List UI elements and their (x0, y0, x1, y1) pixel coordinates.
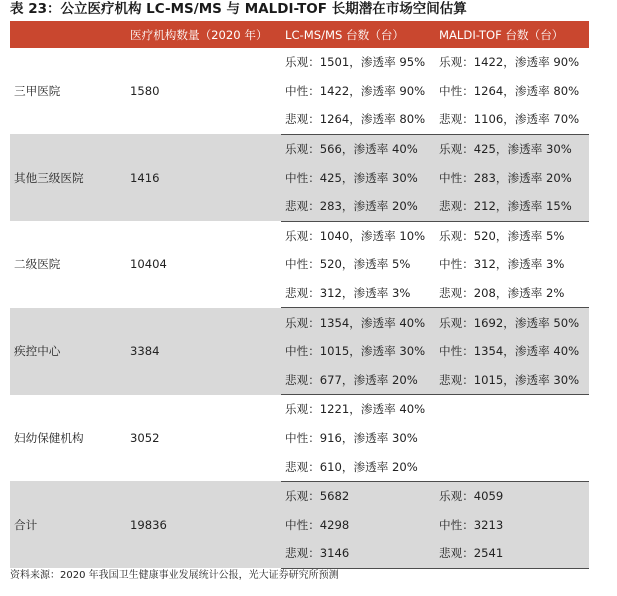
institution-name-cell: 妇幼保健机构 (14, 431, 84, 446)
lcms-scenario-cell: 乐观：1040，渗透率 10% (285, 228, 426, 243)
maldi-scenario-cell (435, 395, 589, 424)
maldi-scenario-cell: 悲观：1106，渗透率 70% (435, 105, 589, 134)
table-row (10, 221, 589, 250)
institution-count-cell: 3052 (130, 431, 160, 446)
market-estimate-table (10, 21, 589, 569)
maldi-scenario-cell: 悲观：208，渗透率 2% (435, 279, 589, 308)
lcms-scenario-cell: 悲观：283，渗透率 20% (281, 192, 435, 221)
lcms-scenario-cell: 悲观：3146 (281, 539, 435, 568)
table-header-row (10, 21, 589, 48)
maldi-scenario-cell: 中性：1264，渗透率 80% (439, 83, 580, 98)
lcms-scenario-cell: 中性：425，渗透率 30% (281, 163, 435, 192)
lcms-scenario-cell: 乐观：1501，渗透率 95% (285, 55, 426, 70)
lcms-scenario-cell: 乐观：566，渗透率 40% (281, 134, 435, 163)
maldi-scenario-cell: 悲观：2541 (435, 539, 589, 568)
maldi-scenario-cell: 中性：1354，渗透率 40% (435, 337, 589, 366)
lcms-scenario-cell: 中性：4298 (281, 511, 435, 540)
lcms-scenario-cell: 中性：1422，渗透率 90% (285, 83, 426, 98)
maldi-scenario-cell: 中性：283，渗透率 20% (435, 163, 589, 192)
lcms-scenario-cell: 中性：520，渗透率 5% (285, 257, 411, 272)
header-count: 医疗机构数量（2020 年） (126, 21, 281, 48)
lcms-scenario-cell: 悲观：677，渗透率 20% (281, 366, 435, 395)
header-institution (10, 21, 126, 48)
table-row (10, 308, 589, 337)
lcms-scenario-cell: 悲观：1264，渗透率 80% (281, 105, 435, 134)
institution-count-cell: 1580 (130, 84, 160, 99)
institution-count-cell: 1416 (126, 134, 281, 221)
table-row (10, 134, 589, 163)
institution-name-cell: 三甲医院 (14, 84, 61, 99)
lcms-scenario-cell: 乐观：1221，渗透率 40% (285, 402, 426, 417)
maldi-scenario-cell: 乐观：4059 (435, 481, 589, 510)
institution-name-cell: 二级医院 (14, 257, 61, 272)
maldi-scenario-cell: 中性：312，渗透率 3% (439, 257, 565, 272)
lcms-scenario-cell: 悲观：312，渗透率 3% (281, 279, 435, 308)
maldi-scenario-cell: 乐观：520，渗透率 5% (439, 228, 565, 243)
maldi-scenario-cell: 乐观：1422，渗透率 90% (439, 55, 580, 70)
lcms-scenario-cell: 中性：916，渗透率 30% (285, 431, 418, 446)
institution-count-cell: 19836 (126, 481, 281, 568)
lcms-scenario-cell: 中性：1015，渗透率 30% (281, 337, 435, 366)
table-row (10, 395, 589, 424)
maldi-scenario-cell: 乐观：1692，渗透率 50% (435, 308, 589, 337)
header-maldi: MALDI-TOF 台数（台） (435, 21, 589, 48)
maldi-scenario-cell: 乐观：425，渗透率 30% (435, 134, 589, 163)
institution-name-cell: 合计 (10, 481, 126, 568)
header-lcms: LC-MS/MS 台数（台） (281, 21, 435, 48)
lcms-scenario-cell: 乐观：5682 (281, 481, 435, 510)
institution-count-cell: 3384 (126, 308, 281, 395)
maldi-scenario-cell: 中性：3213 (435, 511, 589, 540)
maldi-scenario-cell: 悲观：212，渗透率 15% (435, 192, 589, 221)
maldi-scenario-cell (435, 452, 589, 481)
institution-name-cell: 其他三级医院 (10, 134, 126, 221)
table-row (10, 48, 589, 77)
institution-count-cell: 10404 (130, 257, 167, 272)
source-note: 资料来源：2020 年我国卫生健康事业发展统计公报，光大证券研究所预测 (10, 570, 339, 581)
institution-name-cell: 疾控中心 (10, 308, 126, 395)
maldi-scenario-cell: 悲观：1015，渗透率 30% (435, 366, 589, 395)
maldi-scenario-cell (435, 424, 589, 453)
lcms-scenario-cell: 悲观：610，渗透率 20% (281, 452, 435, 481)
table-title: 表 23：公立医疗机构 LC-MS/MS 与 MALDI-TOF 长期潜在市场空间估算 (10, 1, 467, 17)
lcms-scenario-cell: 乐观：1354，渗透率 40% (281, 308, 435, 337)
table-row (10, 481, 589, 510)
